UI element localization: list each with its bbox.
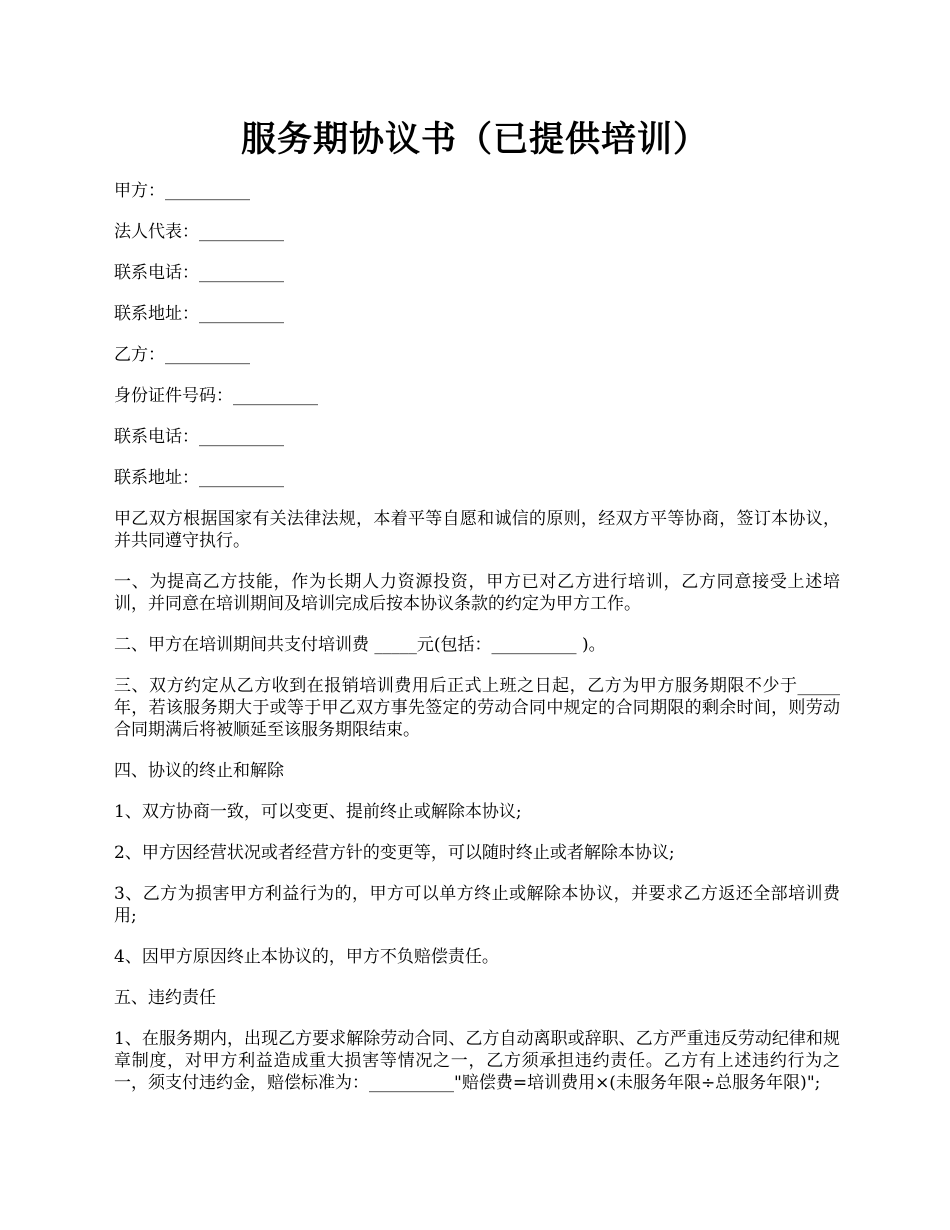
preamble-paragraph: 甲乙双方根据国家有关法律法规，本着平等自愿和诚信的原则，经双方平等协商，签订本协议，并共同遵守执行。	[114, 509, 840, 551]
section-5-item-1: 1、在服务期内，出现乙方要求解除劳动合同、乙方自动离职或辞职、乙方严重违反劳动纪律和规章制度，对甲方利益造成重大损害等情况之一，乙方须承担违约责任。乙方有上述违约行为之一，须支付违约金，赔偿标准为：__________"赔偿费=培训费用×(未服务年限÷总服务年限)";	[114, 1029, 840, 1093]
clause-1-paragraph: 一、为提高乙方技能，作为长期人力资源投资，甲方已对乙方进行培训，乙方同意接受上述培训，并同意在培训期间及培训完成后按本协议条款的约定为甲方工作。	[114, 572, 840, 614]
clause-3-paragraph: 三、双方约定从乙方收到在报销培训费用后正式上班之日起，乙方为甲方服务期限不少于_____年，若该服务期大于或等于甲乙双方事先签定的劳动合同中规定的合同期限的剩余时间，则劳动合同期满后将被顺延至该服务期限结束。	[114, 676, 840, 740]
party-b-phone-field: 联系电话：__________	[114, 427, 284, 447]
section-4-item-2: 2、甲方因经营状况或者经营方针的变更等，可以随时终止或者解除本协议;	[114, 843, 675, 863]
section-4-item-1: 1、双方协商一致，可以变更、提前终止或解除本协议;	[114, 802, 522, 822]
party-b-field: 乙方：__________	[114, 345, 250, 365]
section-5-heading: 五、违约责任	[114, 988, 216, 1008]
party-a-phone-field: 联系电话：__________	[114, 263, 284, 283]
party-a-address-field: 联系地址：__________	[114, 304, 284, 324]
section-4-item-3: 3、乙方为损害甲方利益行为的，甲方可以单方终止或解除本协议，并要求乙方返还全部培训费用;	[114, 884, 840, 926]
document-title: 服务期协议书（已提供培训）	[240, 119, 709, 160]
party-a-field: 甲方：__________	[114, 181, 250, 201]
section-4-heading: 四、协议的终止和解除	[114, 761, 284, 781]
section-4-item-4: 4、因甲方原因终止本协议的，甲方不负赔偿责任。	[114, 947, 499, 967]
party-b-address-field: 联系地址：__________	[114, 468, 284, 488]
clause-2-paragraph: 二、甲方在培训期间共支付培训费 _____元(包括：__________ )。	[114, 635, 606, 655]
legal-representative-field: 法人代表：__________	[114, 222, 284, 242]
document-body	[114, 180, 840, 1113]
id-number-field: 身份证件号码：__________	[114, 386, 318, 406]
